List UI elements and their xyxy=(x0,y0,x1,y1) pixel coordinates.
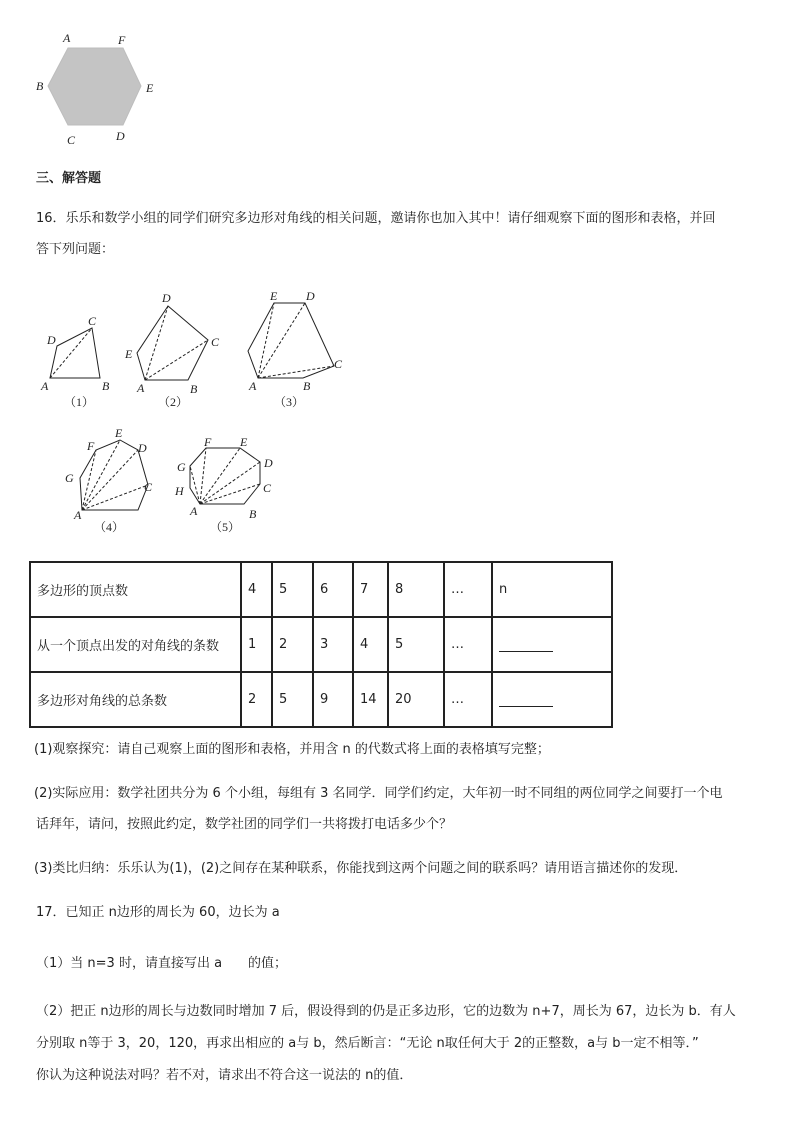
svg-text:A: A xyxy=(41,379,49,393)
svg-text:D: D xyxy=(162,291,171,305)
answer-blank[interactable] xyxy=(499,637,553,652)
table-cell: 1 xyxy=(241,617,272,672)
svg-text:F: F xyxy=(87,439,95,453)
q16-part2-line2: 话拜年，请问，按照此约定，数学社团的同学们一共将拨打电话多少个？ xyxy=(36,817,453,832)
answer-blank[interactable] xyxy=(499,692,553,707)
svg-text:A: A xyxy=(74,508,82,522)
table-cell: 8 xyxy=(388,562,444,617)
q17-part2-line3: 你认为这种说法对吗？若不对，请求出不符合这一说法的 n的值． xyxy=(36,1068,413,1083)
table-cell: 5 xyxy=(272,562,313,617)
polygon-figures xyxy=(30,288,370,538)
svg-text:D: D xyxy=(306,289,315,303)
table-cell: 5 xyxy=(388,617,444,672)
figure-caption-5: （5） xyxy=(210,520,241,534)
vertex-label-D: D xyxy=(116,129,125,143)
table-row xyxy=(30,562,612,617)
table-cell: n xyxy=(492,562,612,617)
svg-text:D: D xyxy=(138,441,147,455)
row-label: 从一个顶点出发的对角线的条数 xyxy=(30,617,241,672)
vertex-label-A: A xyxy=(63,31,71,45)
table-cell: 2 xyxy=(272,617,313,672)
svg-text:B: B xyxy=(102,379,110,393)
table-cell: 20 xyxy=(388,672,444,727)
svg-text:A: A xyxy=(137,381,145,395)
vertex-label-E: E xyxy=(146,81,154,95)
figure-octagon xyxy=(174,435,273,534)
figure-quadrilateral xyxy=(40,314,110,409)
answer-blank-cell xyxy=(492,672,612,727)
table-cell: 4 xyxy=(353,617,388,672)
svg-text:G: G xyxy=(177,460,186,474)
answer-blank-cell xyxy=(492,617,612,672)
table-cell: … xyxy=(444,617,492,672)
svg-text:B: B xyxy=(249,507,257,521)
row-label: 多边形对角线的总条数 xyxy=(30,672,241,727)
svg-text:E: E xyxy=(125,347,133,361)
section-title: 三、解答题 xyxy=(36,171,102,186)
q16-intro-line2: 答下列问题： xyxy=(36,242,115,257)
svg-text:B: B xyxy=(303,379,311,393)
table-cell: 3 xyxy=(313,617,353,672)
figure-hexagon xyxy=(248,289,343,409)
svg-text:A: A xyxy=(249,379,257,393)
svg-text:C: C xyxy=(334,357,343,371)
svg-text:G: G xyxy=(65,471,74,485)
q17-part2-line2: 分别取 n等于 3，20，120，再求出相应的 a与 b，然后断言：“无论 n取任何大于 2的正整数，a与 b一定不相等．” xyxy=(36,1036,699,1051)
figure-pentagon xyxy=(124,291,220,409)
svg-text:D: D xyxy=(264,456,273,470)
vertex-label-C: C xyxy=(67,133,76,147)
row-label: 多边形的顶点数 xyxy=(30,562,241,617)
svg-text:A: A xyxy=(190,504,198,518)
svg-text:B: B xyxy=(190,382,198,396)
table-cell: 7 xyxy=(353,562,388,617)
svg-text:E: E xyxy=(240,435,248,449)
table-cell: 2 xyxy=(241,672,272,727)
table-cell: … xyxy=(444,672,492,727)
figure-caption-3: （3） xyxy=(274,395,305,409)
vertex-label-F: F xyxy=(118,33,126,47)
q16-part1: (1)观察探究：请自己观察上面的图形和表格，并用含 n 的代数式将上面的表格填写完整； xyxy=(34,742,550,757)
svg-text:F: F xyxy=(204,435,212,449)
table-cell: 4 xyxy=(241,562,272,617)
svg-text:E: E xyxy=(115,426,123,440)
table-cell: 6 xyxy=(313,562,353,617)
table-row xyxy=(30,617,612,672)
figure-heptagon xyxy=(65,426,153,534)
svg-text:E: E xyxy=(270,289,278,303)
q17-part2-line1: （2）把正 n边形的周长与边数同时增加 7 后，假设得到的仍是正多边形，它的边数为 n+7，周长为 67，边长为 b．有人 xyxy=(36,1004,736,1019)
q17-part1: （1）当 n=3 时，请直接写出 a 的值； xyxy=(36,956,288,971)
table-cell: 5 xyxy=(272,672,313,727)
figure-caption-2: （2） xyxy=(158,395,189,409)
table-cell: 14 xyxy=(353,672,388,727)
table-row xyxy=(30,672,612,727)
svg-text:H: H xyxy=(175,484,184,498)
table-cell: … xyxy=(444,562,492,617)
vertex-label-B: B xyxy=(36,79,44,93)
figure-caption-4: （4） xyxy=(94,520,125,534)
svg-text:D: D xyxy=(47,333,56,347)
svg-text:C: C xyxy=(211,335,220,349)
hexagon-shape xyxy=(48,48,141,125)
q16-intro-line1: 16．乐乐和数学小组的同学们研究多边形对角线的相关问题，邀请你也加入其中！请仔细观察下面的图形和表格，并回 xyxy=(36,211,716,226)
table-cell: 9 xyxy=(313,672,353,727)
diagonal-table xyxy=(29,561,613,728)
q16-part2-line1: (2)实际应用：数学社团共分为 6 个小组，每组有 3 名同学．同学们约定，大年初一时不同组的两位同学之间要打一个电 xyxy=(34,786,723,801)
hexagon-figure xyxy=(30,28,160,148)
svg-text:C: C xyxy=(263,481,272,495)
q16-part3: (3)类比归纳：乐乐认为(1)，(2)之间存在某种联系，你能找到这两个问题之间的联系吗？请用语言描述你的发现． xyxy=(34,861,688,876)
q17-intro: 17．已知正 n边形的周长为 60，边长为 a xyxy=(36,905,280,920)
svg-text:C: C xyxy=(144,480,153,494)
figure-caption-1: （1） xyxy=(64,395,95,409)
svg-text:C: C xyxy=(88,314,97,328)
